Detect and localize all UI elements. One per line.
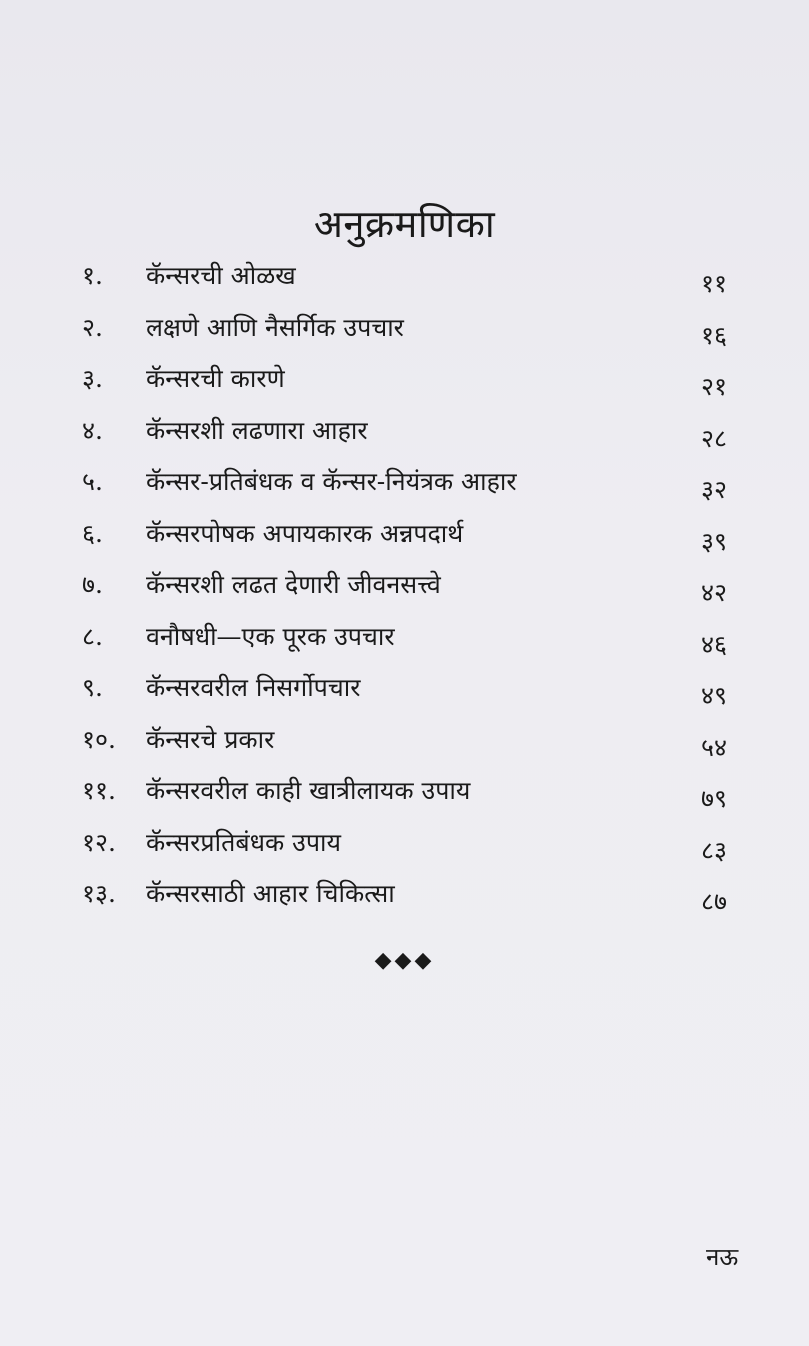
toc-entry-page: ३२ — [700, 475, 727, 504]
toc-entry-number: १३. — [82, 879, 116, 908]
toc-entry-number: १०. — [82, 724, 116, 754]
toc-entry-number: १. — [82, 261, 103, 290]
toc-entry-number: ५. — [82, 467, 103, 496]
toc-entry — [0, 716, 809, 768]
toc-entry-title: लक्षणे आणि नैसर्गिक उपचार — [146, 312, 404, 342]
page-number: नऊ — [706, 1243, 739, 1271]
toc-entry-number: ६. — [82, 518, 103, 548]
toc-entry-title: वनौषधी—एक पूरक उपचार — [146, 621, 395, 651]
toc-entry-title: कॅन्सरप्रतिबंधक उपाय — [146, 827, 341, 857]
toc-entry-number: ८. — [82, 621, 103, 651]
toc-entry-page: ४६ — [700, 629, 727, 659]
toc-entry-title: कॅन्सरसाठी आहार चिकित्सा — [146, 879, 395, 908]
toc-entry-page: ४९ — [700, 681, 727, 710]
toc-entry-number: ४. — [82, 415, 103, 445]
toc-entry — [0, 304, 809, 356]
toc-entry-number: ९. — [82, 673, 103, 702]
toc-entry-title: कॅन्सरशी लढत देणारी जीवनसत्त्वे — [146, 570, 441, 599]
toc-entry-page: ११ — [700, 269, 727, 298]
toc-entry — [0, 870, 809, 922]
toc-entry-title: कॅन्सर-प्रतिबंधक व कॅन्सर-नियंत्रक आहार — [146, 467, 517, 496]
toc-entry-number: १२. — [82, 827, 116, 857]
toc-entry-number: ११. — [82, 776, 116, 805]
table-of-contents — [0, 252, 809, 922]
toc-entry — [0, 664, 809, 716]
toc-entry-page: ३९ — [700, 526, 727, 556]
toc-entry-page: ७९ — [700, 784, 727, 813]
toc-entry — [0, 510, 809, 562]
toc-entry — [0, 407, 809, 459]
toc-entry-page: १६ — [700, 320, 727, 350]
toc-entry-number: २. — [82, 312, 103, 342]
toc-entry-page: २१ — [700, 372, 727, 401]
toc-entry-title: कॅन्सरपोषक अपायकारक अन्नपदार्थ — [146, 518, 464, 548]
toc-entry-title: कॅन्सरची ओळख — [146, 261, 296, 290]
toc-entry — [0, 355, 809, 407]
toc-entry-title: कॅन्सरचे प्रकार — [146, 724, 275, 754]
toc-entry-page: ५४ — [700, 732, 727, 762]
toc-entry — [0, 561, 809, 613]
section-ornament: ◆◆◆ — [374, 948, 435, 973]
toc-entry-page: ८३ — [700, 835, 727, 865]
toc-entry — [0, 458, 809, 510]
toc-entry-title: कॅन्सरशी लढणारा आहार — [146, 415, 368, 445]
toc-entry-title: कॅन्सरवरील निसर्गोपचार — [146, 673, 361, 702]
toc-entry — [0, 613, 809, 665]
toc-entry-title: कॅन्सरची कारणे — [146, 364, 285, 393]
toc-entry — [0, 252, 809, 304]
page-title: अनुक्रमणिका — [313, 202, 496, 247]
toc-entry-number: ३. — [82, 364, 103, 393]
toc-entry-page: ८७ — [700, 887, 727, 916]
toc-entry-title: कॅन्सरवरील काही खात्रीलायक उपाय — [146, 776, 471, 805]
toc-entry — [0, 767, 809, 819]
toc-entry-number: ७. — [82, 570, 103, 599]
toc-entry-page: ४२ — [700, 578, 727, 607]
toc-entry — [0, 819, 809, 871]
toc-entry-page: २८ — [700, 423, 727, 453]
